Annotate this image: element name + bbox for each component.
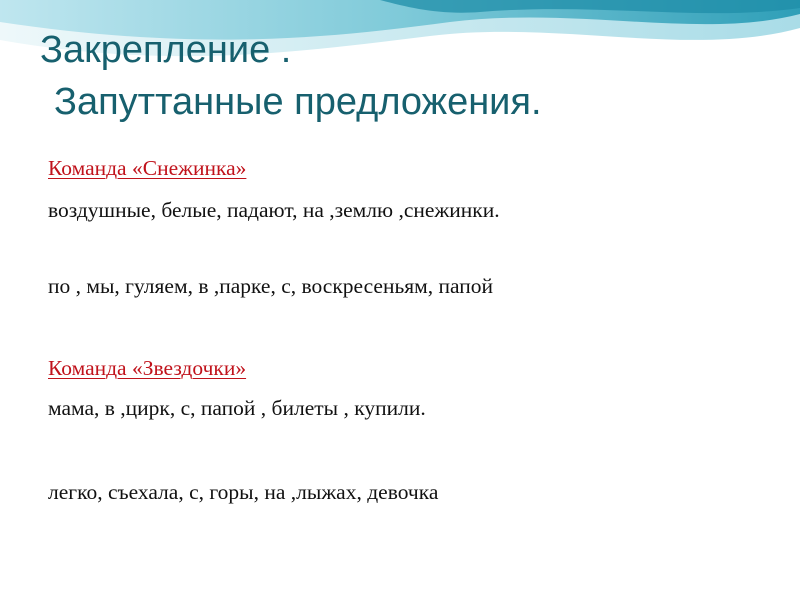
slide-title	[40, 24, 760, 128]
team-heading-snezhinka: Команда «Снежинка»	[48, 156, 247, 180]
title-line-2: Запуттанные предложения.	[54, 81, 542, 123]
jumbled-sentence: воздушные, белые, падают, на ,землю ,снежинки.	[48, 198, 500, 222]
title-line-1: Закрепление .	[40, 29, 292, 71]
jumbled-sentence: мама, в ,цирк, с, папой , билеты , купили.	[48, 396, 426, 420]
jumbled-sentence: по , мы, гуляем, в ,парке, с, воскресеньям, папой	[48, 274, 494, 298]
jumbled-sentence: легко, съехала, с, горы, на ,лыжах, девочка	[48, 480, 439, 504]
team-heading-zvezdochki: Команда «Звездочки»	[48, 356, 247, 380]
